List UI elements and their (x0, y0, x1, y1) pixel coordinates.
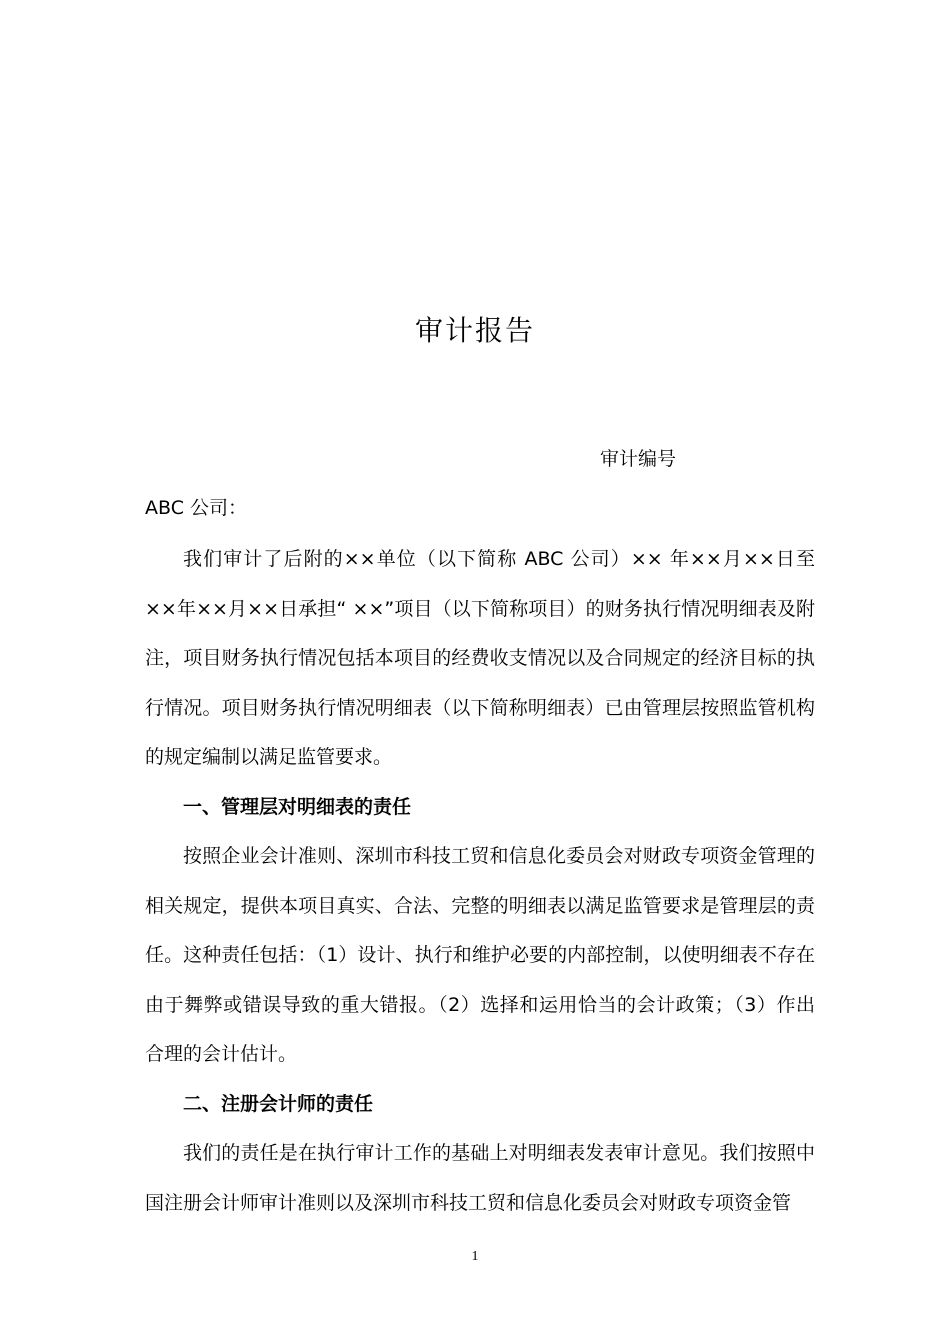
document-title: 审计报告 (414, 314, 535, 347)
report-body (145, 535, 815, 1228)
salutation: ABC 公司： (145, 497, 248, 519)
intro-paragraph: 我们审计了后附的××单位（以下简称 ABC 公司）×× 年××月××日至××年××月××日承担“ ××”项目（以下简称项目）的财务执行情况明细表及附注，项目财务执行情况包括本项目的经费收支情况以及合同规定的经济目标的执行情况。项目财务执行情况明细表（以下简称明细表）已由管理层按照监管机构的规定编制以满足监管要求。 (145, 548, 815, 768)
management-responsibility-paragraph: 按照企业会计准则、深圳市科技工贸和信息化委员会对财政专项资金管理的相关规定，提供本项目真实、合法、完整的明细表以满足监管要求是管理层的责任。这种责任包括：（1）设计、执行和维护必要的内部控制，以使明细表不存在由于舞弊或错误导致的重大错报。（2）选择和运用恰当的会计政策；（3）作出合理的会计估计。 (145, 845, 815, 1065)
page-number: 1 (471, 1249, 479, 1264)
section-heading-auditor: 二、注册会计师的责任 (183, 1092, 374, 1115)
auditor-responsibility-paragraph: 我们的责任是在执行审计工作的基础上对明细表发表审计意见。我们按照中国注册会计师审计准则以及深圳市科技工贸和信息化委员会对财政专项资金管 (145, 1142, 815, 1214)
section-heading-management: 一、管理层对明细表的责任 (183, 795, 412, 818)
audit-reference-label: 审计编号 (600, 448, 677, 470)
